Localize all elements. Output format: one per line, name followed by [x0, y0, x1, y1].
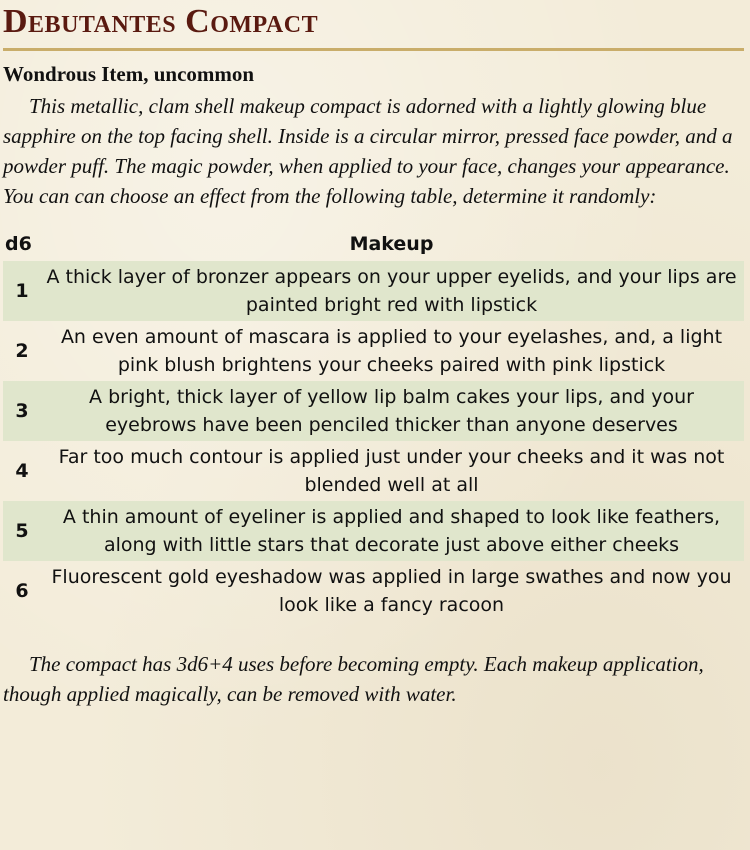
row-effect: An even amount of mascara is applied to your eyelashes, and, a light pink blush brightens your cheeks paired with pink lipstick [60, 326, 723, 376]
row-roll: 5 [3, 501, 39, 561]
table-row [3, 321, 744, 381]
table-row [3, 261, 744, 321]
row-roll: 3 [3, 381, 39, 441]
header-roll: d6 [5, 233, 32, 255]
item-description: This metallic, clam shell makeup compact is adorned with a lightly glowing blue sapphire on the top facing shell. Inside is a circular mirror, pressed face powder, and a powder puff. The magic powder, when applied to your face, changes your appearance. You can can choose an effect from the following table, determine it randomly: [3, 94, 733, 208]
row-effect: A thick layer of bronzer appears on your upper eyelids, and your lips are painted bright red with lipstick [39, 261, 744, 321]
row-effect: Far too much contour is applied just under your cheeks and it was not blended well at all [58, 446, 725, 496]
table-row [3, 501, 744, 561]
row-roll: 1 [3, 261, 39, 321]
row-effect: A bright, thick layer of yellow lip balm cakes your lips, and your eyebrows have been penciled thicker than anyone deserves [39, 381, 744, 441]
title-divider [3, 48, 744, 51]
item-footer-note: The compact has 3d6+4 uses before becoming empty. Each makeup application, though applied magically, can be removed with water. [3, 652, 704, 706]
table-header-row [3, 227, 744, 261]
row-effect: A thin amount of eyeliner is applied and shaped to look like feathers, along with little stars that decorate just above either cheeks [39, 501, 744, 561]
table-row [3, 381, 744, 441]
header-effect: Makeup [349, 233, 434, 255]
table-row [3, 441, 744, 501]
item-title: Debutantes Compact [3, 3, 319, 40]
makeup-table [3, 227, 744, 621]
row-roll: 4 [15, 460, 29, 482]
table-row [3, 561, 744, 621]
row-roll: 2 [15, 340, 29, 362]
item-type: Wondrous Item, uncommon [3, 62, 255, 86]
row-effect: Fluorescent gold eyeshadow was applied in large swathes and now you look like a fancy racoon [51, 566, 732, 616]
row-roll: 6 [15, 580, 29, 602]
